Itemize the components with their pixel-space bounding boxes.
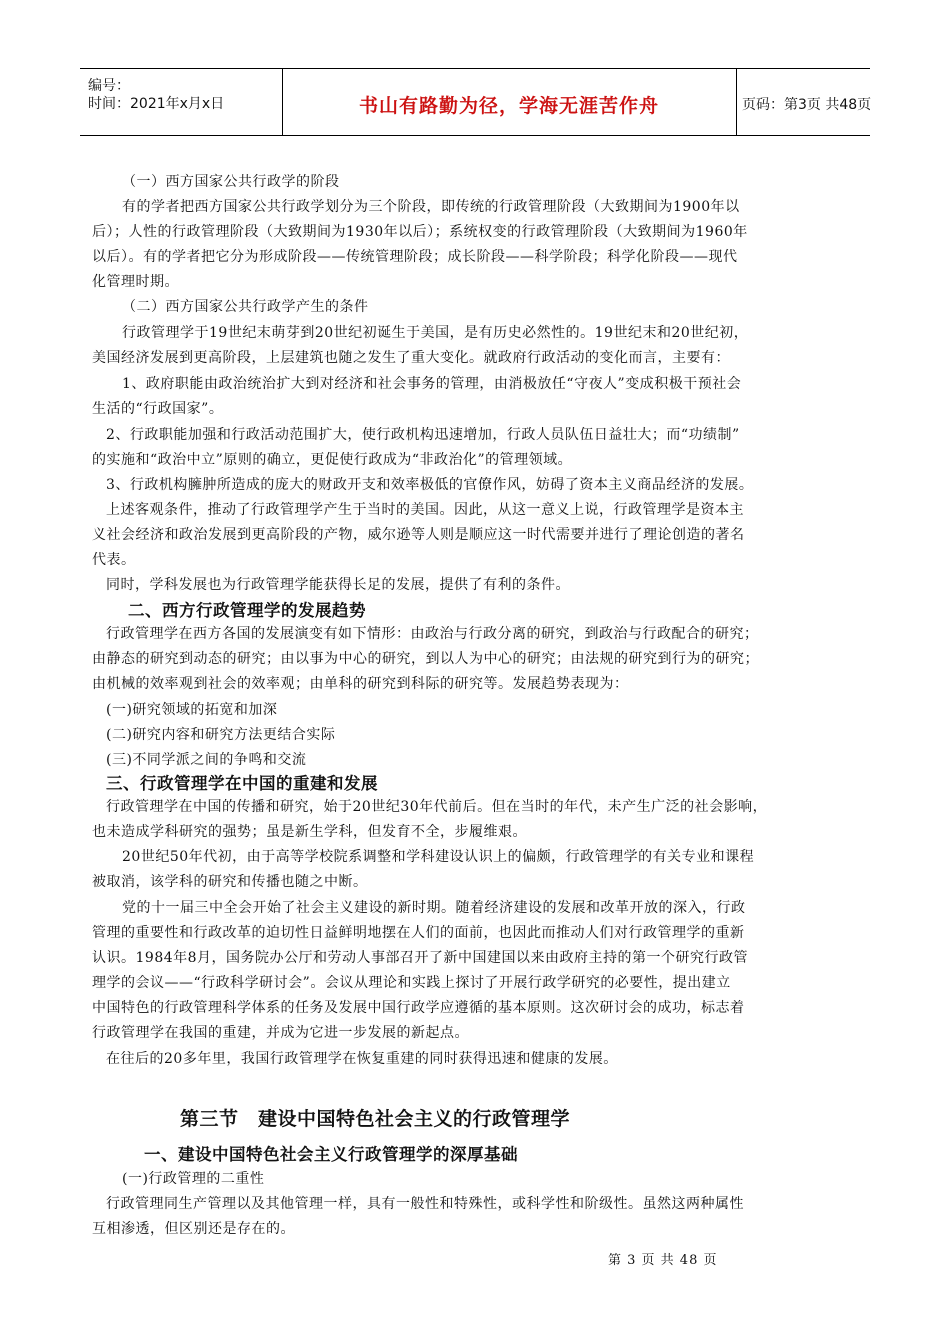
paragraph-line: 代表。 bbox=[92, 552, 136, 568]
paragraph-line: 20世纪50年代初，由于高等学校院系调整和学科建设认识上的偏颇，行政管理学的有关专业和课程 bbox=[122, 849, 755, 865]
paragraph-line: 党的十一届三中全会开始了社会主义建设的新时期。随着经济建设的发展和改革开放的深入，行政 bbox=[122, 900, 746, 916]
paragraph-line: 以后）。有的学者把它分为形成阶段——传统管理阶段；成长阶段——科学阶段；科学化阶段——现代 bbox=[92, 249, 738, 265]
list-item: 3、行政机构臃肿所造成的庞大的财政开支和效率极低的官僚作风，妨碍了资本主义商品经济的发展。 bbox=[106, 477, 754, 493]
paragraph-line: 美国经济发展到更高阶段，上层建筑也随之发生了重大变化。就政府行政活动的变化而言，主要有： bbox=[92, 350, 730, 366]
paragraph-line: 互相渗透，但区别还是存在的。 bbox=[92, 1221, 295, 1237]
section-heading: 三、行政管理学在中国的重建和发展 bbox=[106, 774, 378, 793]
paragraph-line: 中国特色的行政管理科学体系的任务及发展中国行政学应遵循的基本原则。这次研讨会的成功，标志着 bbox=[92, 1000, 745, 1016]
paragraph-line: 有的学者把西方国家公共行政学划分为三个阶段，即传统的行政管理阶段（大致期间为1900年以 bbox=[122, 199, 740, 215]
header-motto: 书山有路勤为径，学海无涯苦作舟 bbox=[358, 95, 659, 117]
paragraph-line: 管理的重要性和行政改革的迫切性日益鲜明地摆在人们的面前，也因此而推动人们对行政管理学的重新 bbox=[92, 925, 745, 941]
header-meta-cell bbox=[80, 69, 283, 135]
subsection-heading: （一）西方国家公共行政学的阶段 bbox=[122, 174, 340, 190]
document-time-label: 时间：2021年x月x日 bbox=[88, 96, 225, 112]
paragraph-line: 在往后的20多年里，我国行政管理学在恢复重建的同时获得迅速和健康的发展。 bbox=[106, 1051, 618, 1067]
page-header bbox=[80, 68, 870, 136]
list-item: (二)研究内容和研究方法更结合实际 bbox=[106, 727, 336, 743]
paragraph-line: 的实施和“政治中立”原则的确立，更促使行政成为“非政治化”的管理领域。 bbox=[92, 452, 573, 468]
paragraph-line: 被取消，该学科的研究和传播也随之中断。 bbox=[92, 874, 368, 890]
paragraph-line: 义社会经济和政治发展到更高阶段的产物，威尔逊等人则是顺应这一时代需要并进行了理论创造的著名 bbox=[92, 527, 745, 543]
paragraph-line: 由机械的效率观到社会的效率观；由单科的研究到科际的研究等。发展趋势表现为： bbox=[92, 676, 629, 692]
list-item: (三)不同学派之间的争鸣和交流 bbox=[106, 752, 307, 768]
list-item: 1、政府职能由政治统治扩大到对经济和社会事务的管理，由消极放任“守夜人”变成积极干预社会 bbox=[122, 376, 742, 392]
chapter-section-title: 第三节 建设中国特色社会主义的行政管理学 bbox=[180, 1108, 571, 1130]
header-page-cell bbox=[736, 69, 870, 135]
subsection-heading: （二）西方国家公共行政学产生的条件 bbox=[122, 299, 369, 315]
paragraph-line: 行政管理学于19世纪末萌芽到20世纪初诞生于美国，是有历史必然性的。19世纪末和20世纪初， bbox=[122, 325, 749, 341]
section-heading: 二、西方行政管理学的发展趋势 bbox=[128, 601, 366, 620]
paragraph-line: 后）；人性的行政管理阶段（大致期间为1930年以后）；系统权变的行政管理阶段（大致期间为1960年 bbox=[92, 224, 748, 240]
paragraph-line: 同时，学科发展也为行政管理学能获得长足的发展，提供了有利的条件。 bbox=[106, 577, 570, 593]
paragraph-line: 认识。1984年8月，国务院办公厅和劳动人事部召开了新中国建国以来由政府主持的第一个研究行政管 bbox=[92, 950, 749, 966]
paragraph-line: 化管理时期。 bbox=[92, 274, 179, 290]
paragraph-line: 生活的“行政国家”。 bbox=[92, 401, 224, 417]
paragraph-line: 由静态的研究到动态的研究；由以事为中心的研究，到以人为中心的研究；由法规的研究到行为的研究； bbox=[92, 651, 759, 667]
paragraph-line: 行政管理学在我国的重建，并成为它进一步发展的新起点。 bbox=[92, 1025, 469, 1041]
section-heading: 一、建设中国特色社会主义行政管理学的深厚基础 bbox=[144, 1145, 518, 1164]
list-item: (一)研究领域的拓宽和加深 bbox=[106, 702, 278, 718]
paragraph-line: 行政管理同生产管理以及其他管理一样，具有一般性和特殊性，或科学性和阶级性。虽然这两种属性 bbox=[106, 1196, 744, 1212]
page-footer: 第 3 页 共 48 页 bbox=[608, 1253, 718, 1268]
header-motto-cell bbox=[282, 69, 737, 135]
paragraph-line: 行政管理学在中国的传播和研究，始于20世纪30年代前后。但在当时的年代，未产生广泛的社会影响， bbox=[106, 799, 768, 815]
subsection-heading: (一)行政管理的二重性 bbox=[122, 1171, 265, 1187]
paragraph-line: 理学的会议——“行政科学研讨会”。会议从理论和实践上探讨了开展行政学研究的必要性，提出建立 bbox=[92, 975, 731, 991]
list-item: 2、行政职能加强和行政活动范围扩大，使行政机构迅速增加，行政人员队伍日益壮大；而“功绩制” bbox=[106, 427, 740, 443]
paragraph-line: 上述客观条件，推动了行政管理学产生于当时的美国。因此，从这一意义上说，行政管理学是资本主 bbox=[106, 502, 744, 518]
header-page-code: 页码：第3页 共48页 bbox=[742, 97, 872, 113]
paragraph-line: 行政管理学在西方各国的发展演变有如下情形：由政治与行政分离的研究，到政治与行政配合的研究； bbox=[106, 626, 759, 642]
document-number-label: 编号： bbox=[88, 78, 130, 94]
paragraph-line: 也未造成学科研究的强势；虽是新生学科，但发育不全，步履维艰。 bbox=[92, 824, 527, 840]
